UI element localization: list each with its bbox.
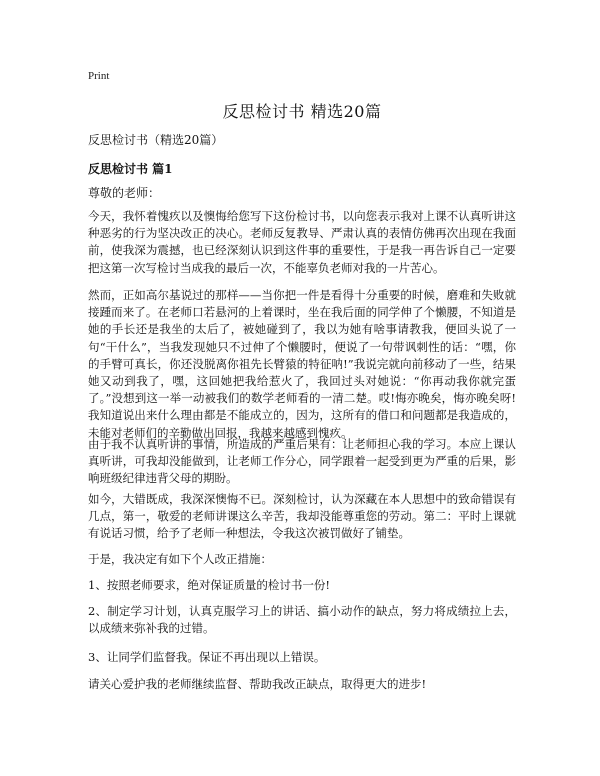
paragraph-measure-3: 3、让同学们监督我。保证不再出现以上错误。 <box>88 650 326 664</box>
print-link[interactable]: Print <box>88 70 110 82</box>
paragraph-measure-2: 2、制定学习计划，认真克服学习上的讲话、搞小动作的缺点，努力将成绩拉上去，以成绩来弥补我的过错。 <box>88 604 516 636</box>
paragraph-reflection: 如今，大错既成，我深深懊悔不已。深刻检讨，认为深藏在本人思想中的致命错误有几点，第一，敬爱的老师讲课这么辛苦，我却没能尊重您的劳动。第二：平时上课就有说话习惯，给予了老师一种想法，令我这次被罚做好了铺垫。 <box>88 492 516 541</box>
document-title: 反思检讨书 精选20篇 <box>222 102 382 121</box>
letter-greeting: 尊敬的老师： <box>88 186 161 200</box>
paragraph-consequences: 由于我不认真听讲的事情，所造成的严重后果有：让老师担心我的学习。本应上课认真听讲，可我却没能做到，让老师工作分心，同学跟着一起受到更为严重的后果，影响班级纪律违背父母的期盼。 <box>88 437 516 486</box>
paragraph-opening: 今天，我怀着愧疚以及懊悔给您写下这份检讨书，以向您表示我对上课不认真听讲这种恶劣的行为坚决改正的决心。老师反复教导、严肃认真的表情仿佛再次出现在我面前，使我深为震撼，也已经深刻认识到这件事的重要性，于是我一再告诉自己一定要把这第一次写检讨当成我的最后一次，不能辜负老师对我的一片苦心。 <box>88 209 516 275</box>
paragraph-incident: 然而，正如高尔基说过的那样——当你把一件是看得十分重要的时候，磨难和失败就接踵而来了。在老师口若悬河的上着课时，坐在我后面的同学伸了个懒腰，不知道是她的手长还是我坐的太后了，被她碰到了，我以为她有啥事请教我，便回头说了一句“干什么”，当我发现她只不过伸了个懒腰时，便说了一句带讽刺性的话：“嘿，你的手臂可真长，你还没脱离你祖先长臂猿的特征呐!”我说完就向前移动了一些，结果她又动到我了，嘿，这回她把我给惹火了，我回过头对她说：“你再动我你就完蛋了。”没想到这一举一动被我们的数学老师看的一清二楚。哎!悔亦晚矣，悔亦晚矣呀!我知道说出来什么理由都是不能成立的，因为，这所有的借口和问题都是我造成的，未能对老师们的辛勤做出回报，我越来越感到愧疚。 <box>88 288 516 440</box>
paragraph-measure-1: 1、按照老师要求，绝对保证质量的检讨书一份! <box>88 578 330 592</box>
paragraph-measures-intro: 于是，我决定有如下个人改正措施： <box>88 552 272 566</box>
document-subtitle: 反思检讨书（精选20篇） <box>88 133 224 147</box>
section-heading: 反思检讨书 篇1 <box>88 162 173 176</box>
paragraph-closing: 请关心爱护我的老师继续监督、帮助我改正缺点，取得更大的进步! <box>88 677 427 691</box>
